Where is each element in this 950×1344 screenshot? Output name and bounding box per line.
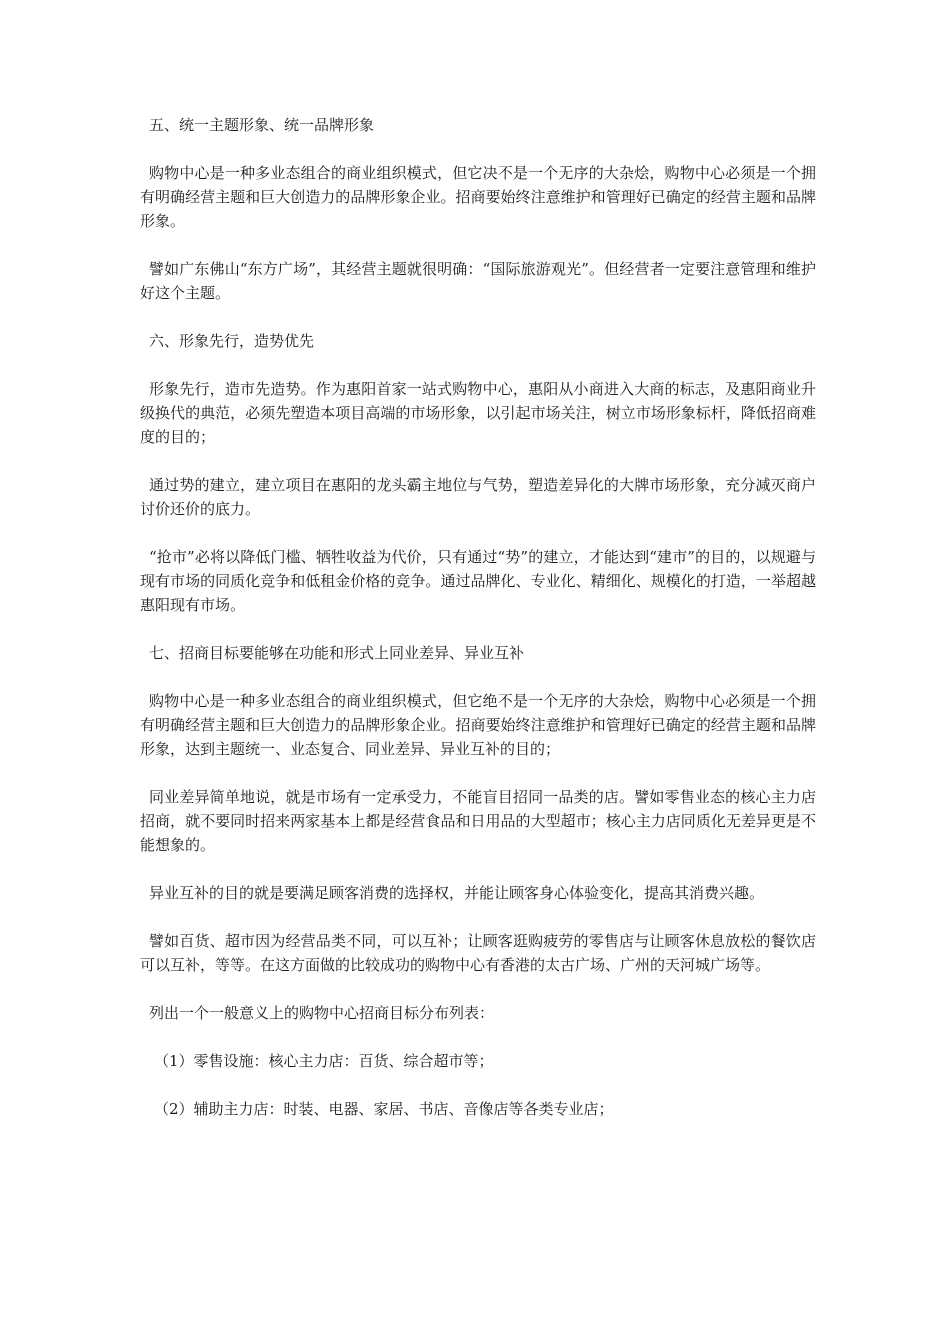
section-heading-7: 七、招商目标要能够在功能和形式上同业差异、异业互补 <box>149 644 525 662</box>
paragraph: 同业差异简单地说，就是市场有一定承受力，不能盲目招同一品类的店。譬如零售业态的核心主力店招商，就不要同时招来两家基本上都是经营食品和日用品的大型超市；核心主力店同质化无差异更是不能想象的。 <box>140 788 816 854</box>
paragraph: 列出一个一般意义上的购物中心招商目标分布列表： <box>149 1004 495 1022</box>
paragraph: 购物中心是一种多业态组合的商业组织模式，但它绝不是一个无序的大杂烩，购物中心必须是一个拥有明确经营主题和巨大创造力的品牌形象企业。招商要始终注意维护和管理好已确定的经营主题和品牌形象，达到主题统一、业态复合、同业差异、异业互补的目的； <box>140 692 816 758</box>
paragraph: 譬如广东佛山“东方广场”，其经营主题就很明确：“国际旅游观光”。但经营者一定要注意管理和维护好这个主题。 <box>140 260 816 302</box>
paragraph: 购物中心是一种多业态组合的商业组织模式，但它决不是一个无序的大杂烩，购物中心必须是一个拥有明确经营主题和巨大创造力的品牌形象企业。招商要始终注意维护和管理好已确定的经营主题和品牌形象。 <box>140 164 816 230</box>
section-heading-5: 五、统一主题形象、统一品牌形象 <box>149 116 375 134</box>
paragraph: 异业互补的目的就是要满足顾客消费的选择权，并能让顾客身心体验变化，提高其消费兴趣。 <box>149 884 765 902</box>
list-item: （2）辅助主力店：时装、电器、家居、书店、音像店等各类专业店； <box>154 1100 614 1118</box>
paragraph: 形象先行，造市先造势。作为惠阳首家一站式购物中心，惠阳从小商进入大商的标志，及惠阳商业升级换代的典范，必须先塑造本项目高端的市场形象，以引起市场关注，树立市场形象标杆，降低招商难度的目的； <box>140 380 816 446</box>
document-body <box>140 113 816 1145</box>
list-item: （1）零售设施：核心主力店：百货、综合超市等； <box>154 1052 494 1070</box>
section-heading-6: 六、形象先行，造势优先 <box>149 332 315 350</box>
paragraph: 譬如百货、超市因为经营品类不同，可以互补；让顾客逛购疲劳的零售店与让顾客休息放松的餐饮店可以互补，等等。在这方面做的比较成功的购物中心有香港的太古广场、广州的天河城广场等。 <box>140 932 816 974</box>
paragraph: “抢市”必将以降低门槛、牺牲收益为代价，只有通过“势”的建立，才能达到“建市”的目的，以规避与现有市场的同质化竞争和低租金价格的竞争。通过品牌化、专业化、精细化、规模化的打造，一举超越惠阳现有市场。 <box>140 548 816 614</box>
paragraph: 通过势的建立，建立项目在惠阳的龙头霸主地位与气势，塑造差异化的大牌市场形象，充分减灭商户讨价还价的底力。 <box>140 476 816 518</box>
